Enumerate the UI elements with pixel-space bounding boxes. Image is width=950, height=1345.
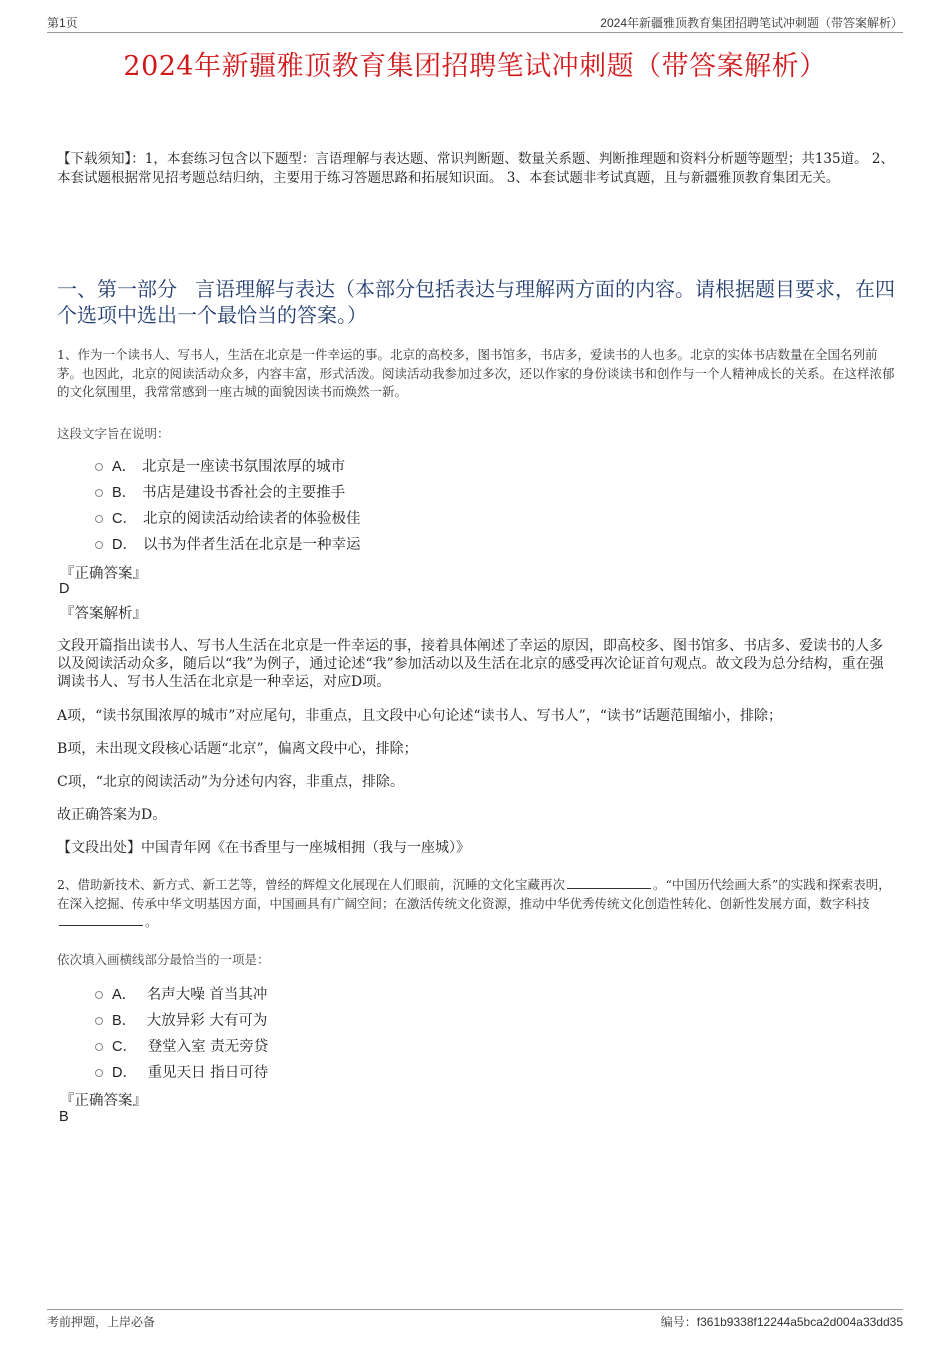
radio-icon[interactable]	[95, 463, 103, 471]
footer-slogan: 考前押题，上岸必备	[47, 1315, 156, 1329]
option-text: 北京是一座读书氛围浓厚的城市	[142, 458, 346, 475]
analysis-paragraph: 文段开篇指出读书人、写书人生活在北京是一件幸运的事，接着具体阐述了幸运的原因，即高校多、图书馆多、书店多、爱读书的人多以及阅读活动众多，随后以“我”为例子，通过论述“我”参加活动以及生活在北京的感受再次论证首句观点。故文段为总分结构，重在强调读书人、写书人生活在北京是一种幸运，对应D项。	[57, 638, 884, 690]
stem-text: 。“中国历代绘画大系”的实践和探索表明，在深入挖掘、传承中华文明基因方面，中国画具有广阔空间；在激活传统文化资源，推动中华优秀传统文化创造性转化、创新性发展方面，数字科技	[57, 877, 891, 911]
radio-icon[interactable]	[95, 515, 103, 523]
fill-blank	[59, 913, 143, 926]
option-text: 登堂入室 责无旁贷	[142, 1038, 269, 1055]
footer-divider	[47, 1309, 903, 1310]
question-1-stem: 1、作为一个读书人、写书人，生活在北京是一件幸运的事。北京的高校多，图书馆多，书店多，爱读书的人也多。北京的实体书店数量在全国名列前茅。也因此，北京的阅读活动众多，内容丰富，形式活泼。阅读活动我参加过多次，还以作家的身份谈读书和创作与一个人精神成长的关系。在这样浓郁的文化氛围里，我常常感到一座古城的面貌因读书而焕然一新。	[57, 347, 895, 399]
radio-icon[interactable]	[95, 1069, 103, 1077]
radio-icon[interactable]	[95, 541, 103, 549]
option-text: 北京的阅读活动给读者的体验极佳	[142, 510, 361, 527]
answer-value: B	[59, 1109, 69, 1125]
question-2-stem	[57, 876, 897, 932]
code-label: 编号：	[660, 1315, 697, 1329]
option-letter: A．	[112, 986, 137, 1003]
page-title: 2024年新疆雅顶教育集团招聘笔试冲刺题（带答案解析）	[123, 51, 827, 82]
code-value: f361b9338f12244a5bca2d004a33dd35	[696, 1315, 903, 1329]
option-letter: B．	[112, 1012, 137, 1029]
option-b[interactable]	[95, 1006, 268, 1032]
header-divider	[47, 32, 903, 33]
option-text: 名声大噪 首当其冲	[142, 986, 268, 1003]
question-2-options	[95, 980, 268, 1084]
analysis-paragraph: A项，“读书氛围浓厚的城市”对应尾句，非重点，且文段中心句论述“读书人、写书人”，“读书”话题范围缩小，排除；	[57, 708, 783, 724]
page-number: 第1页	[47, 16, 78, 30]
option-d[interactable]	[95, 530, 360, 556]
radio-icon[interactable]	[95, 991, 103, 999]
section-name: 言语理解与表达（本部分包括表达与理解两方面的内容。请根据题目要求，在四个选项中选出一个最恰当的答案。）	[57, 277, 895, 327]
option-text: 大放异彩 大有可为	[142, 1012, 268, 1029]
option-letter: B．	[112, 484, 137, 501]
analysis-paragraph: B项，未出现文段核心话题“北京”，偏离文段中心，排除；	[57, 741, 418, 757]
stem-text: 2、借助新技术、新方式、新工艺等，曾经的辉煌文化展现在人们眼前，沉睡的文化宝藏再次	[57, 877, 565, 892]
option-letter: D．	[112, 1064, 137, 1081]
stem-text: 。	[145, 914, 158, 929]
option-letter: C．	[112, 1038, 137, 1055]
option-b[interactable]	[95, 478, 360, 504]
question-2-prompt: 依次填入画横线部分最恰当的一项是：	[57, 952, 270, 967]
section-number: 一、第一部分	[57, 277, 177, 301]
answer-value: D	[59, 581, 70, 597]
option-text: 重见天日 指日可待	[142, 1064, 269, 1081]
fill-blank	[567, 876, 651, 889]
option-text: 书店是建设书香社会的主要推手	[142, 484, 346, 501]
option-letter: D．	[112, 536, 137, 553]
header-doc-title: 2024年新疆雅顶教育集团招聘笔试冲刺题（带答案解析）	[600, 16, 903, 30]
analysis-paragraph: C项，“北京的阅读活动”为分述句内容，非重点，排除。	[57, 774, 405, 790]
option-a[interactable]	[95, 980, 268, 1006]
answer-label: 『正确答案』	[60, 566, 147, 582]
option-a[interactable]	[95, 452, 360, 478]
answer-label: 『正确答案』	[60, 1093, 147, 1109]
option-c[interactable]	[95, 504, 360, 530]
analysis-paragraph: 故正确答案为D。	[57, 807, 167, 823]
option-d[interactable]	[95, 1058, 268, 1084]
radio-icon[interactable]	[95, 1043, 103, 1051]
radio-icon[interactable]	[95, 1017, 103, 1025]
download-notice: 【下载须知】：1，本套练习包含以下题型：言语理解与表达题、常识判断题、数量关系题、判断推理题和资料分析题等题型；共135道。 2、本套试题根据常见招考题总结归纳，主要用于练习答题思路和拓展知识面。 3、本套试题非考试真题，且与新疆雅顶教育集团无关。	[57, 151, 894, 186]
section-heading	[57, 276, 897, 328]
option-text: 以书为伴者生活在北京是一种幸运	[142, 536, 361, 553]
option-c[interactable]	[95, 1032, 268, 1058]
question-1-options	[95, 452, 360, 556]
footer-code	[661, 1313, 903, 1330]
source-citation: 【文段出处】中国青年网《在书香里与一座城相拥（我与一座城）》	[57, 840, 470, 856]
question-1-prompt: 这段文字旨在说明：	[57, 426, 170, 441]
analysis-label: 『答案解析』	[60, 606, 147, 622]
radio-icon[interactable]	[95, 489, 103, 497]
option-letter: A．	[112, 458, 137, 475]
option-letter: C．	[112, 510, 137, 527]
